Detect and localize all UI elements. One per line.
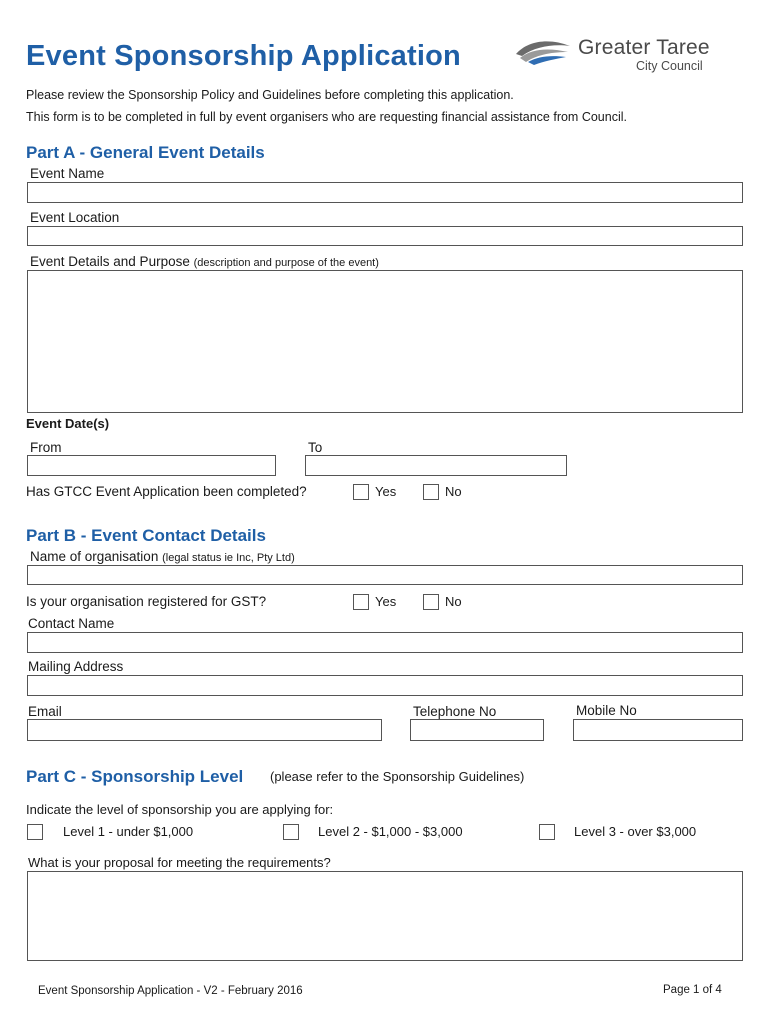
- event-details-label-text: Event Details and Purpose: [30, 254, 190, 269]
- event-details-textarea[interactable]: [27, 270, 743, 413]
- sponsorship-indicate-label: Indicate the level of sponsorship you are applying for:: [26, 802, 334, 817]
- email-field[interactable]: [27, 719, 382, 741]
- gst-yes-label: Yes: [375, 594, 397, 609]
- level-1-checkbox[interactable]: [27, 824, 43, 840]
- level-3-checkbox[interactable]: [539, 824, 555, 840]
- event-dates-label: Event Date(s): [26, 416, 110, 431]
- org-name-label-text: Name of organisation: [30, 549, 159, 564]
- part-a-heading: Part A - General Event Details: [26, 143, 265, 162]
- event-name-field[interactable]: [27, 182, 743, 203]
- event-location-field[interactable]: [27, 226, 743, 246]
- event-name-label: Event Name: [30, 166, 105, 181]
- gtcc-yes-label: Yes: [375, 484, 397, 499]
- level-3-label: Level 3 - over $3,000: [574, 824, 697, 839]
- gtcc-yes-checkbox[interactable]: [353, 484, 369, 500]
- org-name-label: [30, 549, 295, 564]
- gtcc-no-checkbox[interactable]: [423, 484, 439, 500]
- part-c-note: (please refer to the Sponsorship Guidelines): [270, 769, 525, 784]
- date-from-field[interactable]: [27, 455, 276, 476]
- contact-name-field[interactable]: [27, 632, 743, 653]
- intro-line-1: Please review the Sponsorship Policy and Guidelines before completing this application.: [26, 88, 514, 102]
- mailing-address-field[interactable]: [27, 675, 743, 696]
- footer-page-number: Page 1 of 4: [663, 984, 722, 996]
- date-to-field[interactable]: [305, 455, 567, 476]
- to-label: To: [308, 440, 323, 455]
- gst-question: Is your organisation registered for GST?: [26, 594, 267, 609]
- event-location-label: Event Location: [30, 210, 120, 225]
- proposal-label: What is your proposal for meeting the requirements?: [28, 855, 331, 870]
- level-2-checkbox[interactable]: [283, 824, 299, 840]
- telephone-field[interactable]: [410, 719, 544, 741]
- gtcc-no-label: No: [445, 484, 462, 499]
- gtcc-logo-icon: [514, 38, 572, 66]
- event-details-hint: (description and purpose of the event): [193, 257, 379, 269]
- page-title: Event Sponsorship Application: [26, 40, 461, 72]
- org-name-field[interactable]: [27, 565, 743, 585]
- gst-no-label: No: [445, 594, 462, 609]
- part-c-heading: Part C - Sponsorship Level: [26, 767, 244, 786]
- footer-document-name: Event Sponsorship Application - V2 - February 2016: [38, 985, 303, 997]
- gst-yes-checkbox[interactable]: [353, 594, 369, 610]
- event-details-label: [30, 254, 379, 269]
- logo-subname: City Council: [636, 59, 703, 73]
- mobile-field[interactable]: [573, 719, 743, 741]
- org-name-hint: (legal status ie Inc, Pty Ltd): [162, 552, 295, 564]
- logo-name: Greater Taree: [578, 36, 710, 59]
- part-b-heading: Part B - Event Contact Details: [26, 526, 266, 545]
- contact-name-label: Contact Name: [28, 616, 115, 631]
- mailing-address-label: Mailing Address: [28, 659, 124, 674]
- gst-no-checkbox[interactable]: [423, 594, 439, 610]
- intro-line-2: This form is to be completed in full by event organisers who are requesting financial assistance from Council.: [26, 110, 627, 124]
- level-2-label: Level 2 - $1,000 - $3,000: [318, 824, 463, 839]
- telephone-label: Telephone No: [413, 704, 497, 719]
- level-1-label: Level 1 - under $1,000: [63, 824, 194, 839]
- mobile-label: Mobile No: [576, 703, 637, 718]
- council-logo: [514, 36, 750, 76]
- email-label: Email: [28, 704, 62, 719]
- gtcc-question: Has GTCC Event Application been completed?: [26, 484, 307, 499]
- from-label: From: [30, 440, 62, 455]
- proposal-textarea[interactable]: [27, 871, 743, 961]
